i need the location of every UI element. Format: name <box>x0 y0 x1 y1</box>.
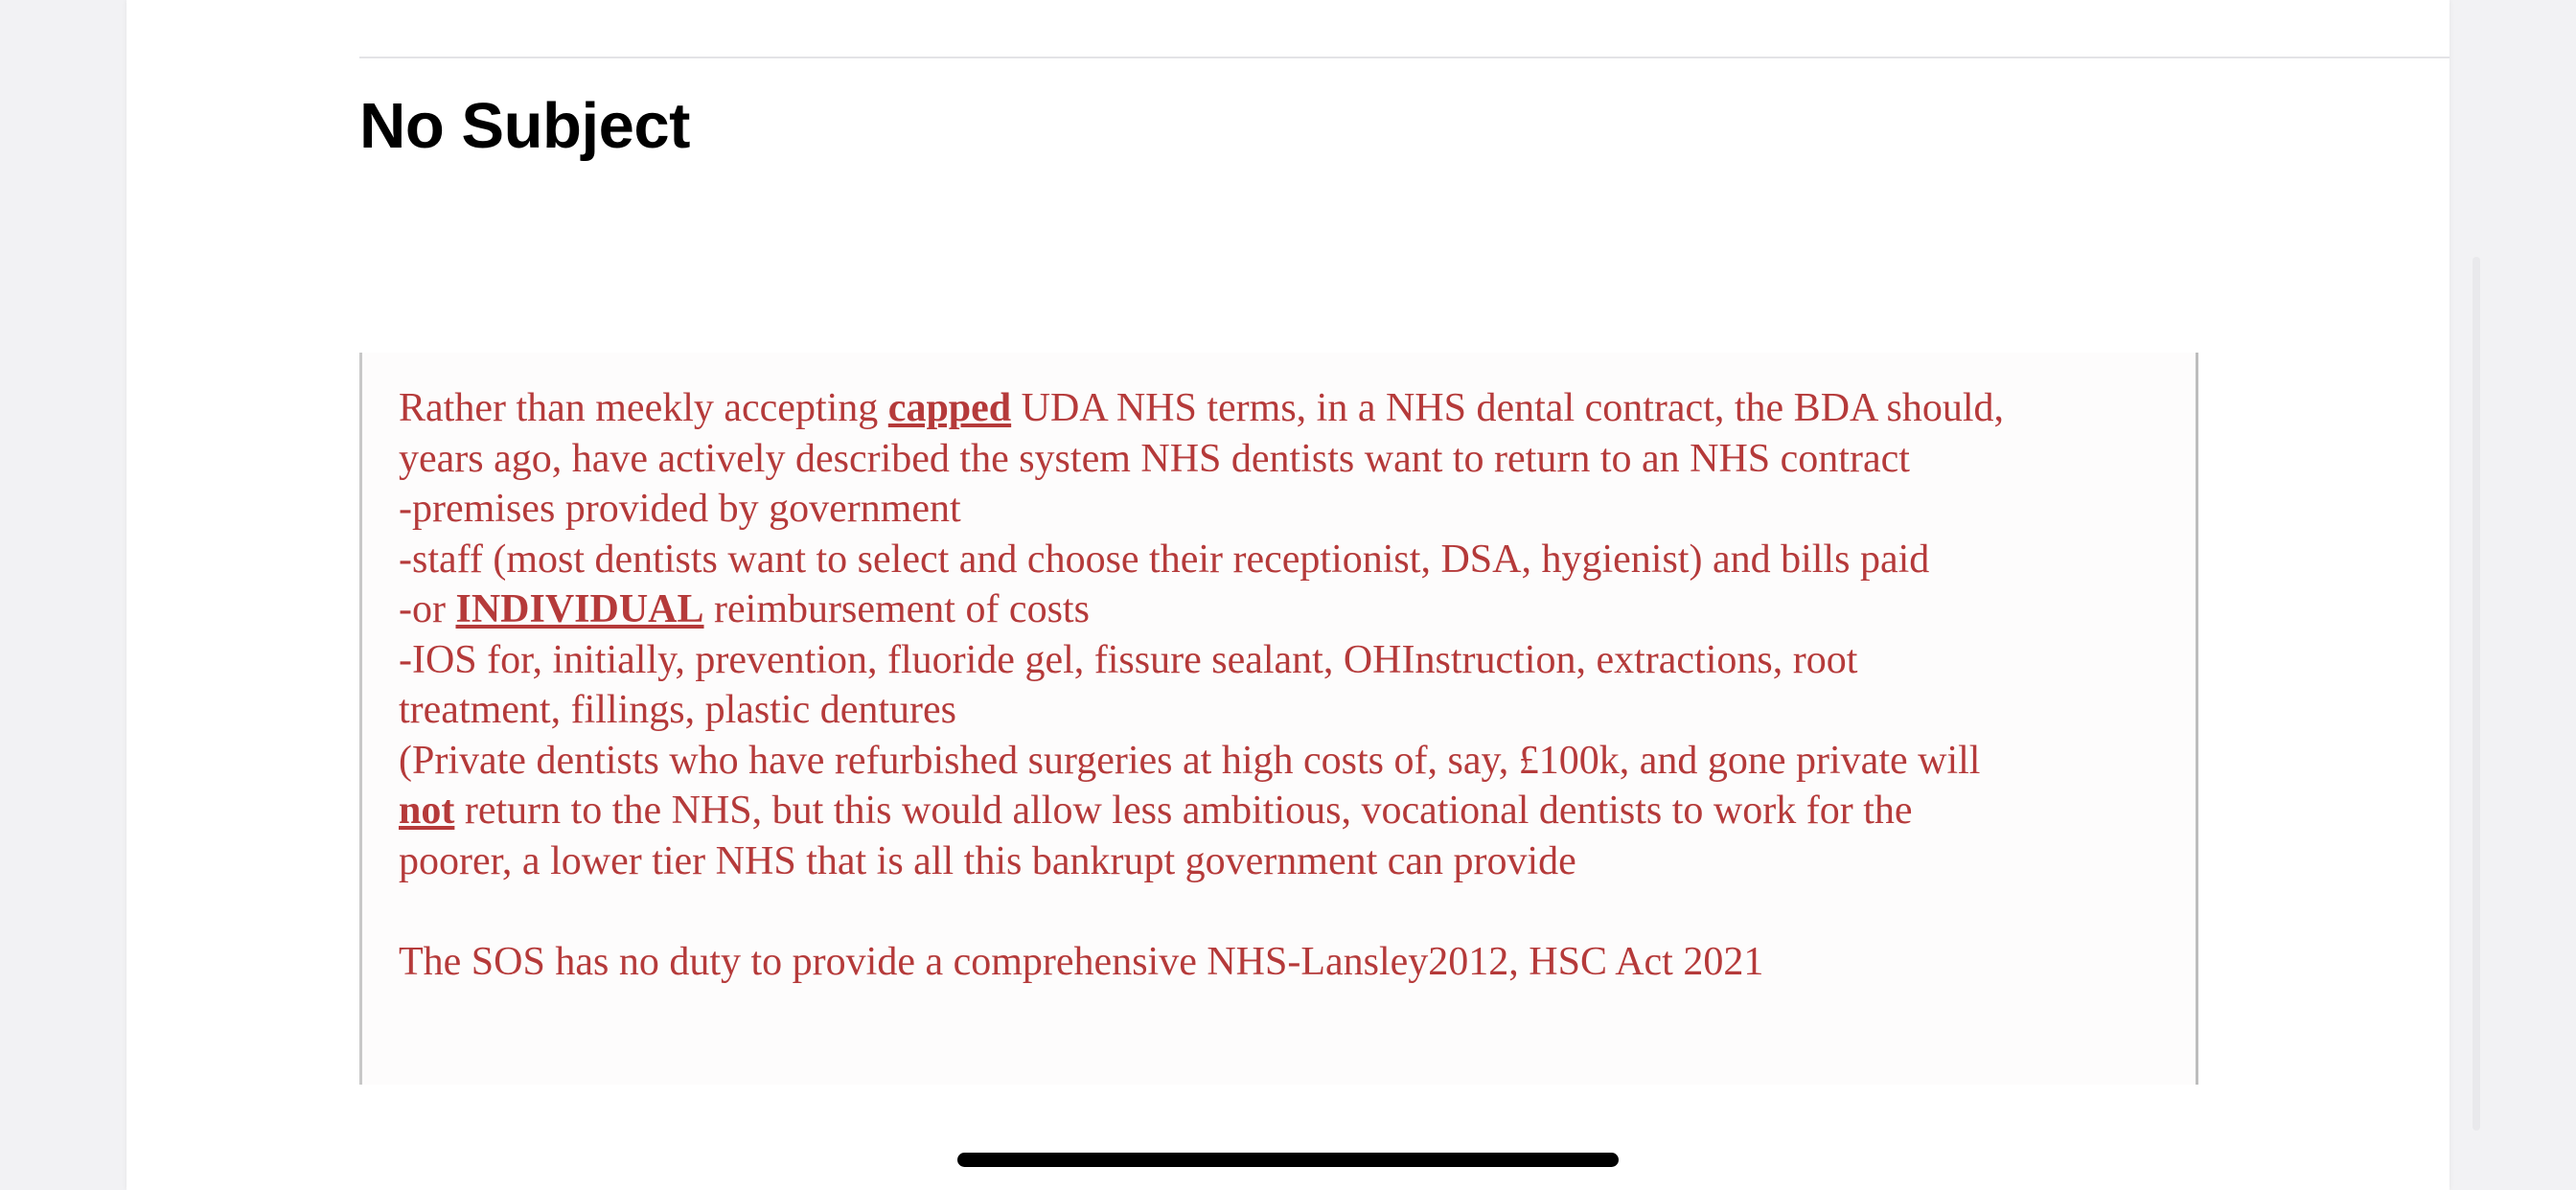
emphasized-word: not <box>399 789 455 833</box>
attachment-line: -staff (most dentists want to select and choose their receptionist, DSA, hygienist) and bills paid <box>399 537 1930 582</box>
attachment-line: years ago, have actively described the system NHS dentists want to return to an NHS contract <box>399 436 1910 481</box>
header-divider <box>359 57 2450 58</box>
attachment-line: (Private dentists who have refurbished surgeries at high costs of, say, £100k, and gone private will <box>399 738 1981 783</box>
attachment-line: -premises provided by government <box>399 487 961 531</box>
attachment-text-block <box>399 383 2181 987</box>
line-text: -or <box>399 587 456 631</box>
attachment-line <box>399 584 2181 635</box>
emphasized-word: capped <box>887 386 1012 430</box>
paragraph-spacer <box>399 886 2181 937</box>
email-subject: No Subject <box>359 90 690 162</box>
emphasized-word: INDIVIDUAL <box>455 587 704 631</box>
line-text: return to the NHS, but this would allow less ambitious, vocational dentists to work for the <box>454 789 1913 833</box>
attachment-line <box>399 786 2181 836</box>
attachment-line: poorer, a lower tier NHS that is all this bankrupt government can provide <box>399 838 1576 883</box>
attachment-line: The SOS has no duty to provide a comprehensive NHS-Lansley2012, HSC Act 2021 <box>399 939 1764 984</box>
scroll-indicator[interactable] <box>2472 257 2480 1131</box>
line-text: UDA NHS terms, in a NHS dental contract, the BDA should, <box>1011 386 2005 430</box>
attachment-line <box>399 383 2181 434</box>
home-indicator[interactable] <box>957 1153 1619 1167</box>
inline-image-attachment[interactable] <box>359 353 2198 1085</box>
line-text: Rather than meekly accepting <box>399 386 888 430</box>
line-text: reimbursement of costs <box>703 587 1090 631</box>
attachment-line: -IOS for, initially, prevention, fluoride gel, fissure sealant, OHInstruction, extractions, root <box>399 637 1858 682</box>
attachment-line: treatment, fillings, plastic dentures <box>399 688 957 732</box>
